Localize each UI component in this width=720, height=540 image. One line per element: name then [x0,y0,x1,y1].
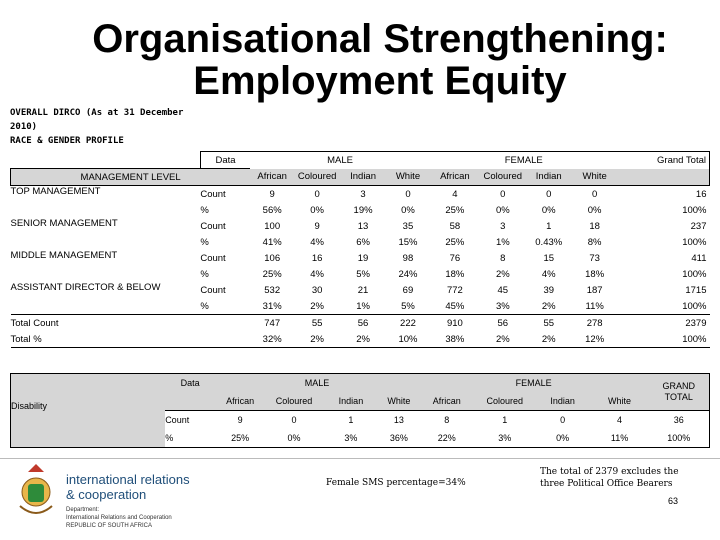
cell: 2% [310,300,324,312]
count-label: Count [165,411,215,430]
pct-label: % [200,204,209,216]
total-pct-label: Total % [11,331,251,348]
cell: 411 [691,252,707,264]
dirco-logo [8,462,228,537]
logo-line-1: international relations [66,472,190,487]
cell: 55 [526,315,572,332]
cell: 4% [310,236,324,248]
cell: 1% [356,300,370,312]
logo-line-2: & cooperation [66,487,147,502]
cell: 56 [480,315,526,332]
cell: 56% [262,204,282,216]
cell: 58 [449,220,461,232]
cell: 3% [475,429,535,448]
cell: 4 [591,411,649,430]
cell: 2% [541,300,556,312]
cell: 22% [419,429,475,448]
cell: 13 [357,220,369,232]
race-header: Coloured [480,169,526,186]
count-label: Count [200,220,226,232]
cell: 0% [587,204,602,216]
race-header: White [379,392,419,411]
cell: 32% [250,331,294,348]
pct-label: % [200,268,209,280]
cell: 45% [445,300,465,312]
race-header: Indian [323,392,379,411]
cell: 8 [419,411,475,430]
female-label: FEMALE [430,152,618,169]
female-sms-note: Female SMS percentage=34% [326,478,466,488]
cell: 100% [682,236,707,248]
cell: 8% [587,236,602,248]
page-title [60,18,700,102]
cell: 0 [546,188,552,200]
cell: 76 [449,252,461,264]
cell: 9 [269,188,275,200]
cell: 35 [402,220,414,232]
race-header: White [591,392,649,411]
cell: 0% [310,204,324,216]
cell: 9 [215,411,265,430]
race-gender-table [10,151,710,348]
cell: 24% [398,268,418,280]
cell: 278 [572,315,618,332]
cell: 9 [314,220,320,232]
race-header: White [386,169,430,186]
cell: 36 [649,411,710,430]
cell: 0 [314,188,320,200]
page-number: 63 [668,496,679,506]
cell: 36% [379,429,419,448]
cell: 31% [262,300,282,312]
table-row [11,218,710,234]
cell: 0 [535,411,591,430]
cell: 0% [401,204,415,216]
cell: 4% [310,268,324,280]
race-header: Indian [526,169,572,186]
data-label: Data [165,374,215,393]
cell: 39 [543,284,555,296]
disability-header-2 [11,392,710,411]
cell: 18 [589,220,600,232]
level-label: SENIOR MANAGEMENT [10,218,118,229]
cell: 73 [589,252,600,264]
cell: 106 [264,252,281,264]
logo-line-4: International Relations and Cooperation [66,515,172,521]
cell: 18% [585,268,605,280]
cell: 0% [495,204,510,216]
grand-total-label: GRAND TOTAL [649,374,710,411]
cell: 25% [445,204,465,216]
cell: 100 [264,220,281,232]
cell: 100% [682,204,707,216]
cell: 100% [649,429,710,448]
cell: 1 [323,411,379,430]
cell: 0 [265,411,323,430]
cell: 3% [323,429,379,448]
level-label: MIDDLE MANAGEMENT [10,250,118,261]
level-label: TOP MANAGEMENT [10,186,101,197]
cell: 98 [402,252,414,264]
pct-label: % [200,300,209,312]
footer-divider [0,458,720,459]
cell: 5% [356,268,370,280]
pct-label: % [165,429,215,448]
cell: 13 [379,411,419,430]
cell: 1% [495,236,510,248]
grand-total-label: Grand Total [618,152,710,169]
cell: 2% [340,331,386,348]
cell: 69 [402,284,414,296]
cell: 38% [430,331,480,348]
cell: 222 [386,315,430,332]
cell: 3 [500,220,506,232]
cell: 2379 [618,315,710,332]
race-header: Indian [535,392,591,411]
cell: 25% [262,268,282,280]
logo-line-3: Department: [66,507,100,513]
cell: 15% [398,236,418,248]
table-body [11,186,710,315]
cell: 4 [452,188,458,200]
cell: 532 [264,284,281,296]
disability-count-row [11,411,710,430]
cell: 16 [311,252,323,264]
race-header: Coloured [265,392,323,411]
header-row-2 [11,169,710,186]
count-label: Count [200,252,226,264]
cell: 10% [386,331,430,348]
cell: 2% [480,331,526,348]
cell: 2% [294,331,340,348]
race-header: Coloured [475,392,535,411]
cell: 2% [495,268,510,280]
disability-label: Disability [11,392,166,411]
cell: 1 [475,411,535,430]
cell: 55 [294,315,340,332]
total-count-label: Total Count [11,315,251,332]
total-count-row [11,315,710,332]
count-label: Count [200,188,226,200]
cell: 12% [572,331,618,348]
cell: 100% [682,300,707,312]
cell: 30 [311,284,323,296]
male-label: MALE [215,374,419,393]
cell: 8 [500,252,506,264]
race-header: Indian [340,169,386,186]
cell: 0 [405,188,411,200]
cell: 45 [497,284,509,296]
cell: 25% [445,236,465,248]
total-pct-row [11,331,710,348]
cell: 0 [591,188,598,200]
cell: 3% [495,300,510,312]
cell: 19 [357,252,369,264]
coat-of-arms-icon [20,464,52,513]
cell: 747 [250,315,294,332]
cell: 187 [586,284,603,296]
cell: 0 [500,188,506,200]
disability-header-1 [11,374,710,393]
total-note: The total of 2379 excludes the three Political Office Bearers [540,467,679,489]
cell: 0% [535,429,591,448]
female-label: FEMALE [419,374,649,393]
level-label: ASSISTANT DIRECTOR & BELOW [10,282,161,293]
cell: 15 [543,252,555,264]
title-line-2: Employment Equity [193,59,567,103]
logo-line-5: REPUBLIC OF SOUTH AFRICA [66,523,153,529]
cell: 237 [690,220,707,232]
cell: 21 [357,284,369,296]
cell: 100% [618,331,710,348]
race-header: Coloured [294,169,340,186]
race-header: African [215,392,265,411]
cell: 4% [541,268,556,280]
cell: 772 [446,284,463,296]
cell: 41% [262,236,282,248]
table-row [11,282,710,298]
management-level-label: MANAGEMENT LEVEL [11,169,251,186]
cell: 0.43% [535,236,563,248]
cell: 100% [682,268,707,280]
cell: 2% [526,331,572,348]
cell: 56 [340,315,386,332]
pct-label: % [200,236,209,248]
male-label: MALE [250,152,430,169]
cell: 1 [546,220,552,232]
cell: 11% [591,429,649,448]
subtitle: OVERALL DIRCO (As at 31 December 2010) RACE & GENDER PROFILE [10,108,184,146]
cell: 0% [541,204,556,216]
cell: 1715 [685,284,707,296]
count-label: Count [200,284,226,296]
table-row [11,250,710,266]
cell: 6% [356,236,370,248]
cell: 25% [215,429,265,448]
cell: 3 [360,188,366,200]
disability-table [10,373,710,448]
header-row-1 [11,152,710,169]
cell: 11% [585,300,604,312]
data-label: Data [200,152,250,169]
cell: 18% [445,268,465,280]
cell: 16 [695,188,707,200]
table-row [11,186,710,203]
race-header: African [430,169,480,186]
cell: 19% [353,204,373,216]
cell: 0% [265,429,323,448]
cell: 910 [430,315,480,332]
cell: 5% [401,300,415,312]
race-header: African [419,392,475,411]
title-line-1: Organisational Strengthening: [92,17,668,61]
race-header: White [572,169,618,186]
race-header: African [250,169,294,186]
